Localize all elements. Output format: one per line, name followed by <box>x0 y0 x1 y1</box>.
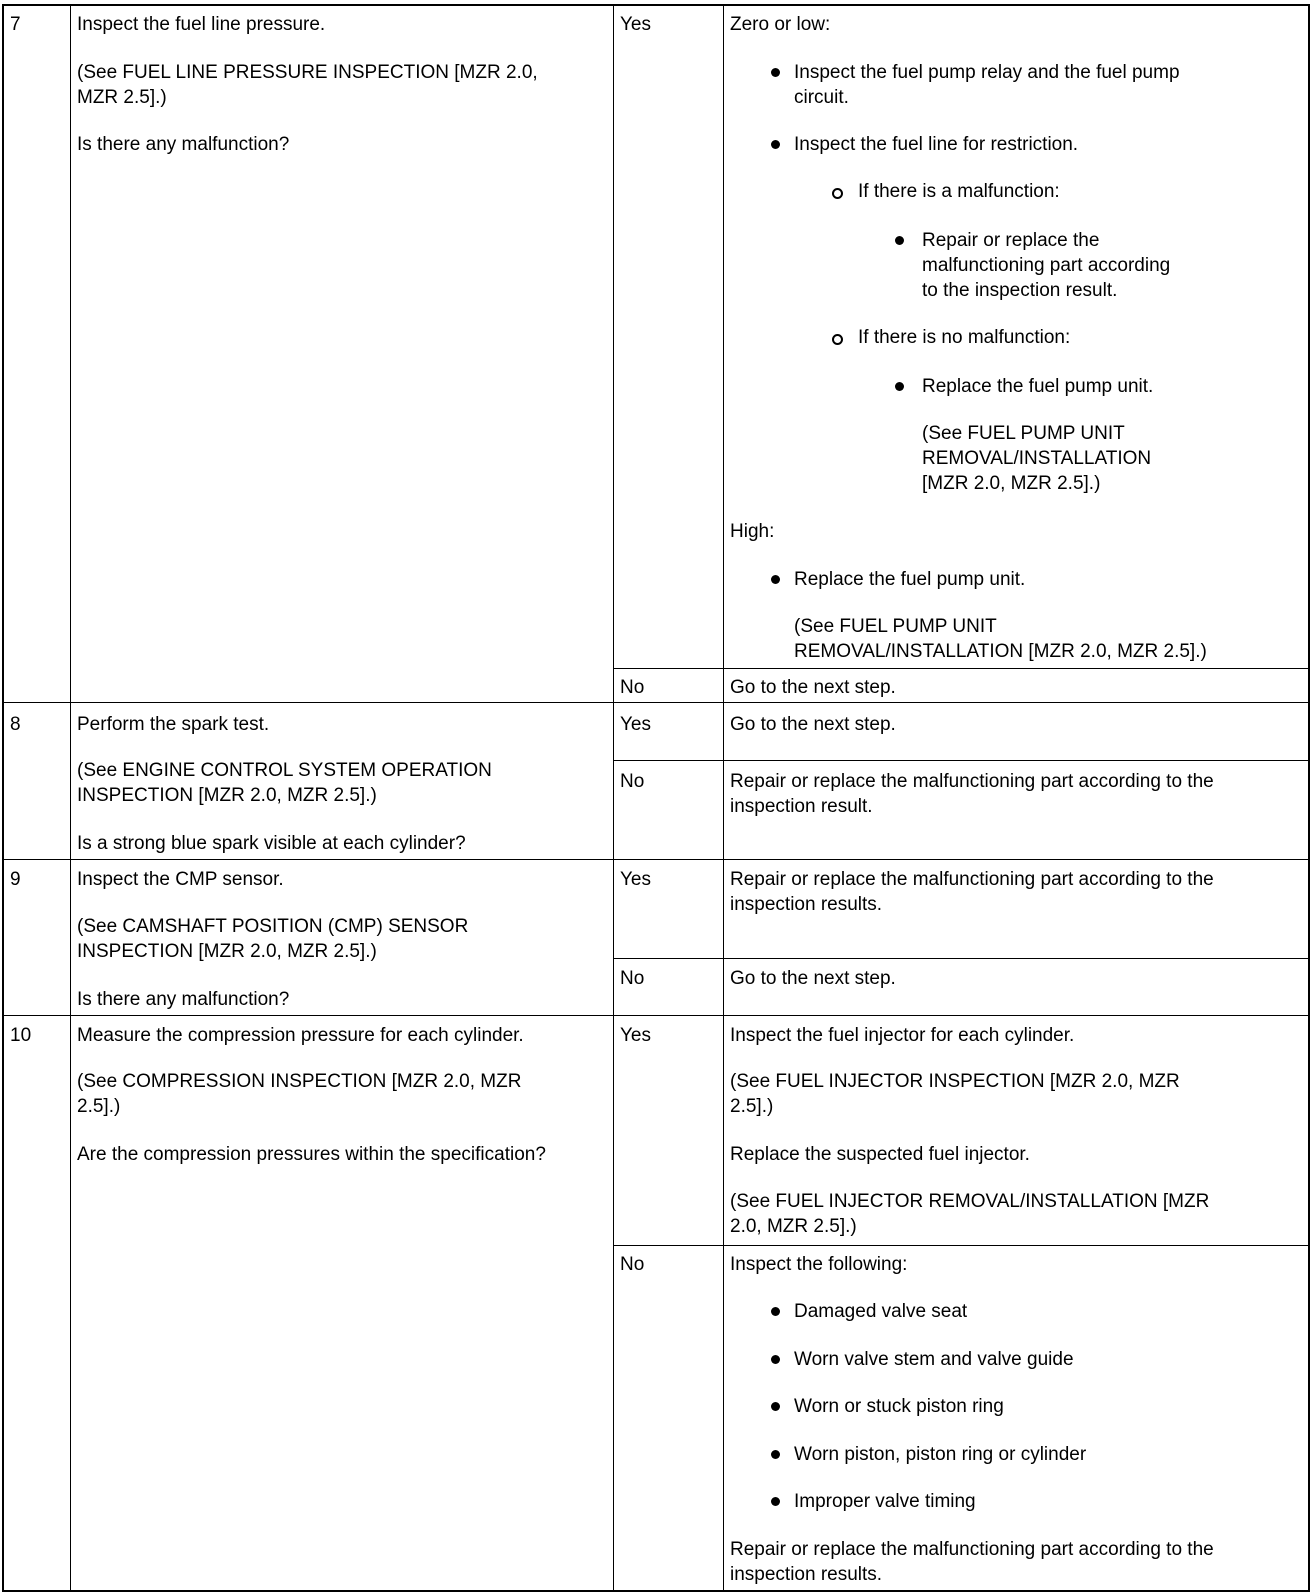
circle-bullet-icon <box>832 334 843 345</box>
action-text: If there is a malfunction: <box>858 181 1060 202</box>
yes-label: Yes <box>620 714 651 735</box>
yes-label: Yes <box>620 869 651 890</box>
action-text: Replace the fuel pump unit. <box>794 569 1026 590</box>
inspection-text: Inspect the fuel line pressure. <box>77 14 326 35</box>
bullet-icon <box>895 382 904 391</box>
no-label: No <box>620 968 645 989</box>
bullet-icon <box>771 140 780 149</box>
action-text: Repair or replace the malfunctioning part according to the <box>730 1539 1214 1560</box>
no-label: No <box>620 771 645 792</box>
inspection-reference: (See COMPRESSION INSPECTION [MZR 2.0, MZR <box>77 1071 522 1092</box>
list-item: Worn or stuck piston ring <box>794 1396 1004 1417</box>
inspection-reference: MZR 2.5].) <box>77 87 167 108</box>
bullet-icon <box>771 1402 780 1411</box>
action-text: Go to the next step. <box>730 677 896 698</box>
bullet-icon <box>771 1355 780 1364</box>
action-text: circuit. <box>794 87 849 108</box>
action-text: malfunctioning part according <box>922 255 1171 276</box>
inspection-reference: 2.5].) <box>77 1096 121 1117</box>
list-item: Damaged valve seat <box>794 1301 968 1322</box>
step-number: 9 <box>10 869 21 890</box>
action-text: Replace the fuel pump unit. <box>922 376 1154 397</box>
inspection-question: Are the compression pressures within the specification? <box>77 1144 546 1165</box>
action-text: inspection results. <box>730 894 883 915</box>
action-text: Repair or replace the malfunctioning part according to the <box>730 771 1214 792</box>
action-reference: 2.5].) <box>730 1096 774 1117</box>
bullet-icon <box>771 1497 780 1506</box>
step-number: 7 <box>10 14 21 35</box>
action-text: Repair or replace the <box>922 230 1100 251</box>
circle-bullet-icon <box>832 188 843 199</box>
action-heading: Zero or low: <box>730 14 831 35</box>
action-text: Replace the suspected fuel injector. <box>730 1144 1030 1165</box>
inspection-question: Is there any malfunction? <box>77 989 290 1010</box>
action-text: Inspect the fuel injector for each cylinder. <box>730 1025 1075 1046</box>
action-reference: [MZR 2.0, MZR 2.5].) <box>922 473 1101 494</box>
step-number: 10 <box>10 1025 32 1046</box>
action-text: to the inspection result. <box>922 280 1118 301</box>
action-reference: (See FUEL INJECTOR INSPECTION [MZR 2.0, MZR <box>730 1071 1180 1092</box>
bullet-icon <box>771 1450 780 1459</box>
action-reference: REMOVAL/INSTALLATION <box>922 448 1152 469</box>
no-label: No <box>620 677 645 698</box>
inspection-question: Is there any malfunction? <box>77 134 290 155</box>
inspection-reference: (See CAMSHAFT POSITION (CMP) SENSOR <box>77 916 469 937</box>
inspection-reference: (See ENGINE CONTROL SYSTEM OPERATION <box>77 760 492 781</box>
inspection-reference: INSPECTION [MZR 2.0, MZR 2.5].) <box>77 941 377 962</box>
action-text: inspection result. <box>730 796 873 817</box>
action-text: inspection results. <box>730 1564 883 1585</box>
action-text: Inspect the fuel line for restriction. <box>794 134 1079 155</box>
action-reference: (See FUEL INJECTOR REMOVAL/INSTALLATION [MZR <box>730 1191 1210 1212</box>
inspection-reference: (See FUEL LINE PRESSURE INSPECTION [MZR 2.0, <box>77 62 538 83</box>
inspection-reference: INSPECTION [MZR 2.0, MZR 2.5].) <box>77 785 377 806</box>
bullet-icon <box>771 1307 780 1316</box>
action-reference: 2.0, MZR 2.5].) <box>730 1216 857 1237</box>
bullet-icon <box>771 68 780 77</box>
action-text: Go to the next step. <box>730 714 896 735</box>
action-reference: REMOVAL/INSTALLATION [MZR 2.0, MZR 2.5].) <box>794 641 1207 662</box>
inspection-text: Measure the compression pressure for each cylinder. <box>77 1025 524 1046</box>
list-item: Worn valve stem and valve guide <box>794 1349 1074 1370</box>
list-item: Worn piston, piston ring or cylinder <box>794 1444 1087 1465</box>
yes-label: Yes <box>620 14 651 35</box>
action-heading: Inspect the following: <box>730 1254 908 1275</box>
inspection-text: Inspect the CMP sensor. <box>77 869 284 890</box>
yes-label: Yes <box>620 1025 651 1046</box>
action-text: Go to the next step. <box>730 968 896 989</box>
bullet-icon <box>771 575 780 584</box>
step-number: 8 <box>10 714 21 735</box>
bullet-icon <box>895 236 904 245</box>
list-item: Improper valve timing <box>794 1491 976 1512</box>
action-heading: High: <box>730 521 775 542</box>
inspection-text: Perform the spark test. <box>77 714 270 735</box>
action-text: Inspect the fuel pump relay and the fuel pump <box>794 62 1180 83</box>
inspection-question: Is a strong blue spark visible at each cylinder? <box>77 833 466 854</box>
action-text: Repair or replace the malfunctioning part according to the <box>730 869 1214 890</box>
action-reference: (See FUEL PUMP UNIT <box>794 616 997 637</box>
action-reference: (See FUEL PUMP UNIT <box>922 423 1125 444</box>
no-label: No <box>620 1254 645 1275</box>
action-text: If there is no malfunction: <box>858 327 1071 348</box>
